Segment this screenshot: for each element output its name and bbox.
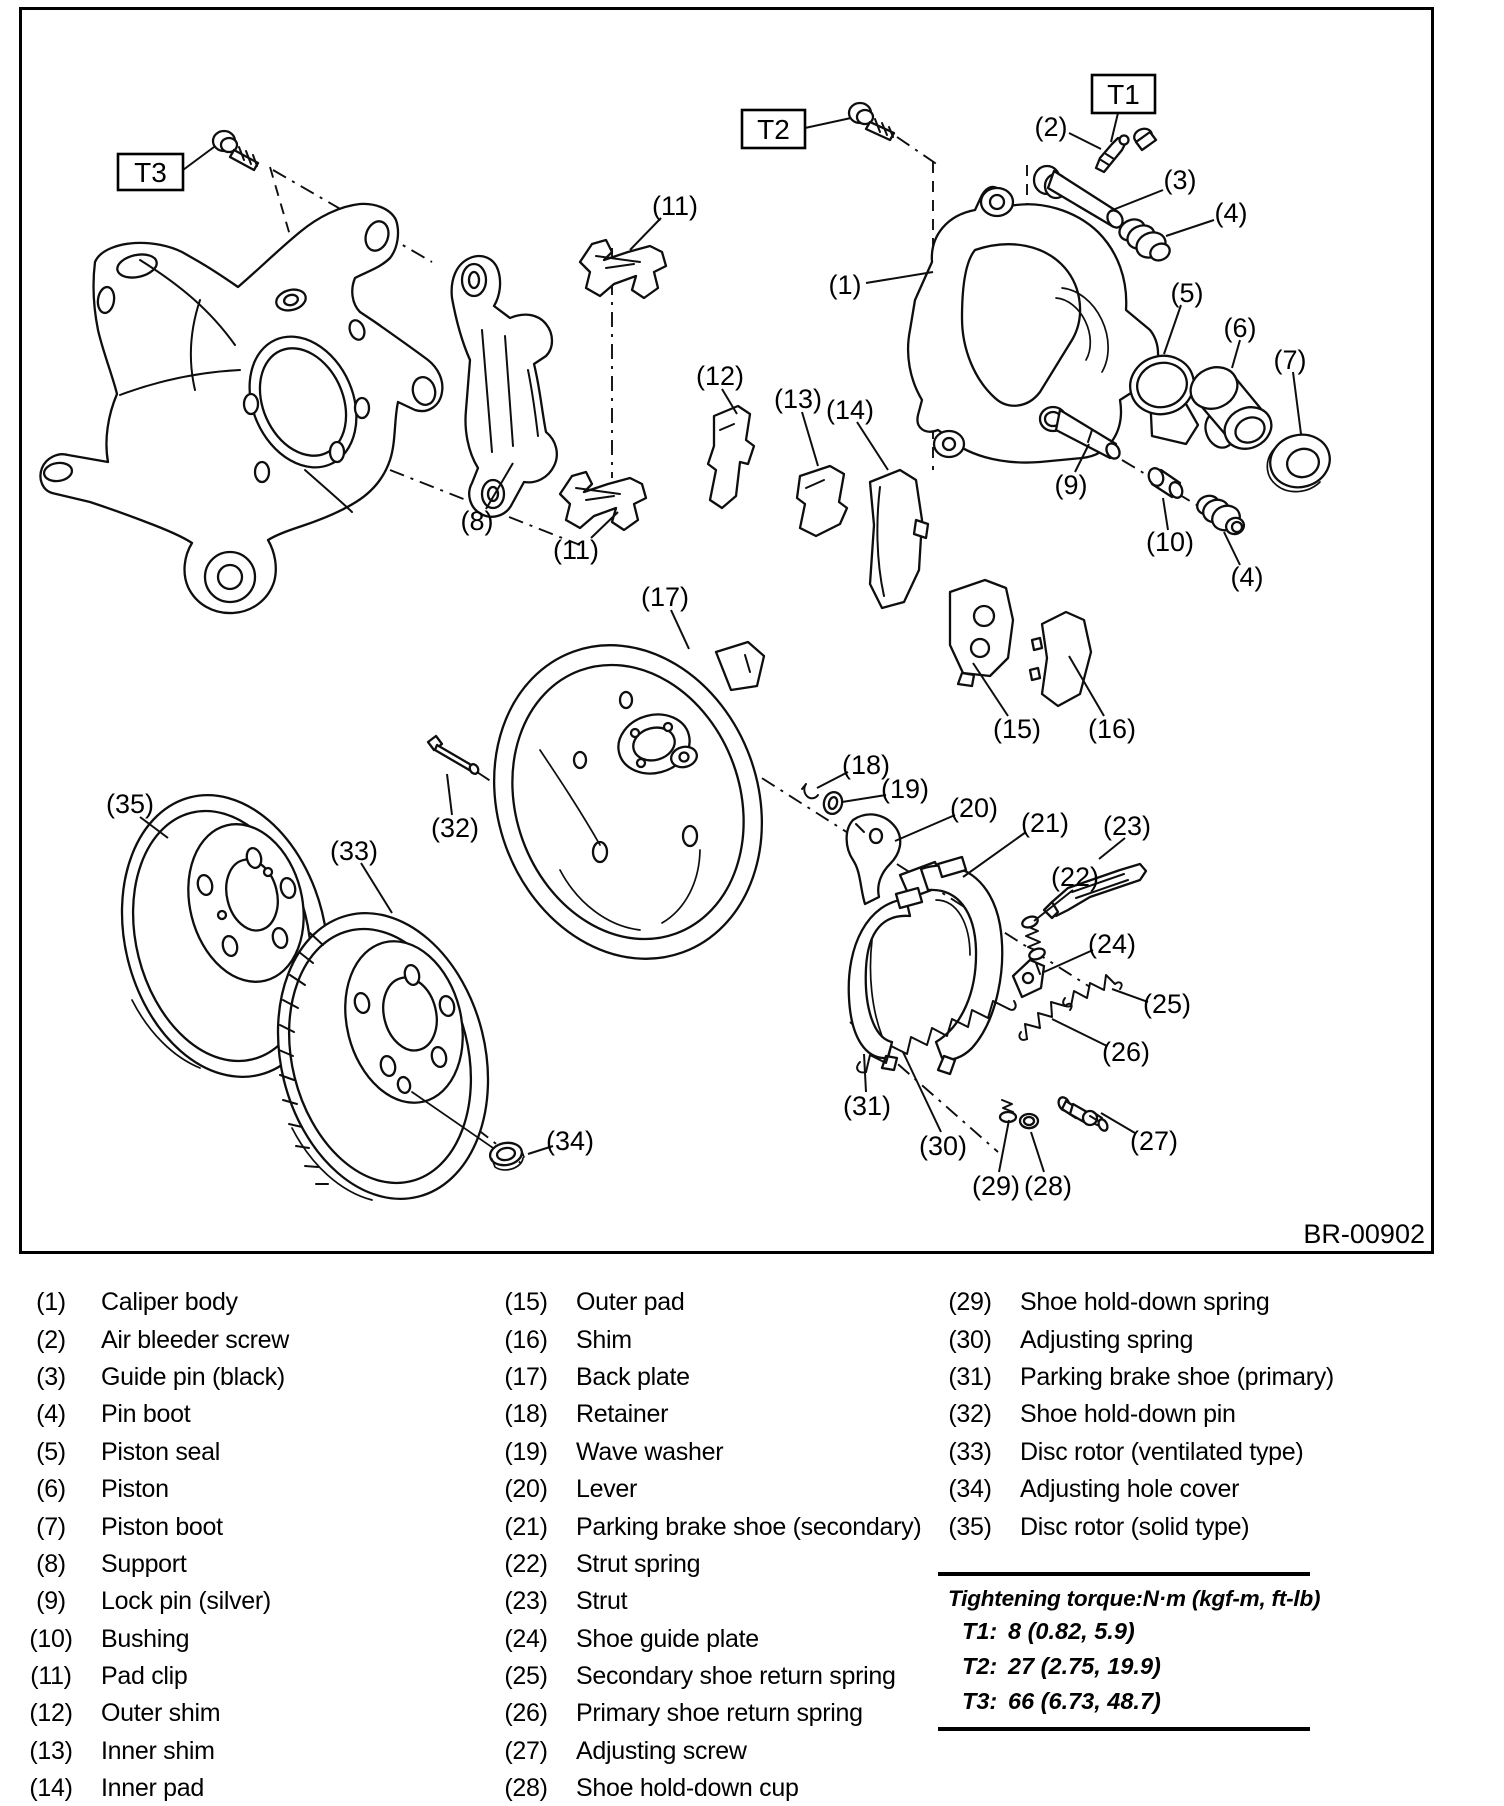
legend-item-num: (20)	[504, 1475, 548, 1504]
callout-(4): (4)	[1214, 198, 1248, 228]
part-shoe-hold-down-cup	[1020, 1114, 1038, 1129]
legend-item	[500, 1695, 921, 1732]
callout-leader-(4)	[1166, 220, 1214, 236]
legend-item-name: Adjusting screw	[576, 1736, 747, 1765]
callout-leader-(26)	[1052, 1019, 1107, 1046]
legend-item	[500, 1583, 921, 1620]
legend-item-num: (29)	[948, 1288, 992, 1317]
legend-item-name: Parking brake shoe (primary)	[1020, 1362, 1334, 1391]
legend-item-name: Air bleeder screw	[101, 1325, 290, 1354]
torque-tag-leader-T3	[183, 147, 214, 170]
legend-item-name: Outer shim	[101, 1699, 221, 1728]
part-bushing	[1146, 466, 1184, 499]
callout-(11): (11)	[552, 535, 600, 565]
legend-item	[500, 1321, 921, 1358]
legend-item-num: (7)	[36, 1512, 66, 1541]
legend-item-num: (30)	[948, 1325, 992, 1354]
legend-item-name: Pin boot	[101, 1400, 191, 1429]
legend-item-num: (4)	[36, 1400, 66, 1429]
callout-(2): (2)	[1034, 112, 1068, 142]
legend-item	[25, 1359, 289, 1396]
callout-(1): (1)	[828, 270, 862, 300]
legend-item	[944, 1284, 1334, 1321]
legend-item-name: Piston	[101, 1475, 169, 1504]
callout-(32): (32)	[430, 813, 480, 843]
legend-item	[500, 1284, 921, 1321]
parts-legend-column-1	[25, 1284, 289, 1806]
legend-item-num: (24)	[504, 1624, 548, 1653]
legend-item	[25, 1733, 289, 1770]
part-shoe-hold-down-pin	[428, 736, 480, 775]
legend-item-num: (22)	[504, 1549, 548, 1578]
legend-item	[500, 1508, 921, 1545]
legend-item-name: Lock pin (silver)	[101, 1587, 271, 1616]
legend-item-num: (33)	[948, 1437, 992, 1466]
legend-item-name: Shoe hold-down spring	[1020, 1288, 1270, 1317]
legend-item	[25, 1284, 289, 1321]
part-pad-clip-upper	[580, 240, 666, 298]
legend-item-num: (2)	[36, 1325, 66, 1354]
legend-item-num: (32)	[948, 1400, 992, 1429]
callout-leader-(11)	[630, 218, 661, 250]
legend-item	[944, 1434, 1334, 1471]
legend-item	[500, 1471, 921, 1508]
callout-leader-(5)	[1164, 305, 1181, 354]
legend-item-num: (21)	[504, 1512, 548, 1541]
part-pin-boot-lower	[1195, 493, 1247, 537]
legend-item-name: Inner shim	[101, 1736, 215, 1765]
legend-item-num: (27)	[504, 1736, 548, 1765]
legend-item	[25, 1546, 289, 1583]
callout-leader-(14)	[857, 422, 888, 470]
legend-item-name: Retainer	[576, 1400, 669, 1429]
callout-(18): (18)	[841, 750, 891, 780]
legend-item-name: Outer pad	[576, 1288, 685, 1317]
torque-table-title: Tightening torque:N·m (kgf-m, ft-lb)	[948, 1586, 1321, 1611]
torque-table-rows	[938, 1614, 1310, 1719]
callout-(23): (23)	[1102, 811, 1152, 841]
callout-(22): (22)	[1050, 862, 1100, 892]
legend-item-num: (8)	[36, 1549, 66, 1578]
torque-row-label: T1:	[962, 1618, 998, 1644]
callout-leader-(24)	[1044, 950, 1093, 972]
callout-(14): (14)	[825, 395, 875, 425]
torque-row	[938, 1649, 1310, 1684]
callout-(3): (3)	[1163, 165, 1197, 195]
legend-item-name: Disc rotor (ventilated type)	[1020, 1437, 1304, 1466]
callout-(35): (35)	[105, 789, 155, 819]
callout-(7): (7)	[1273, 345, 1307, 375]
torque-row-value: 8 (0.82, 5.9)	[1008, 1618, 1135, 1644]
legend-item	[944, 1508, 1334, 1545]
part-lever	[847, 814, 901, 904]
legend-item-name: Secondary shoe return spring	[576, 1662, 896, 1691]
legend-item-num: (19)	[504, 1437, 548, 1466]
legend-item-num: (14)	[29, 1774, 73, 1803]
legend-item	[944, 1321, 1334, 1358]
legend-item-name: Shim	[576, 1325, 632, 1354]
legend-item-name: Inner pad	[101, 1774, 204, 1803]
callout-leader-(2)	[1069, 133, 1101, 149]
legend-item-name: Shoe hold-down cup	[576, 1774, 799, 1803]
part-inner-pad	[870, 470, 928, 608]
legend-item-num: (9)	[36, 1587, 66, 1616]
legend-item-name: Adjusting hole cover	[1020, 1475, 1240, 1504]
legend-item	[25, 1321, 289, 1358]
legend-item-name: Wave washer	[576, 1437, 724, 1466]
callout-leader-(6)	[1232, 340, 1240, 368]
callout-(5): (5)	[1170, 278, 1204, 308]
legend-item-name: Adjusting spring	[1020, 1325, 1194, 1354]
callout-(34): (34)	[545, 1126, 595, 1156]
callout-leader-(32)	[447, 774, 452, 815]
torque-row	[938, 1614, 1310, 1649]
callout-(15): (15)	[992, 714, 1042, 744]
callout-(6): (6)	[1223, 313, 1257, 343]
callout-leader-(20)	[895, 815, 955, 841]
legend-item-num: (5)	[36, 1437, 66, 1466]
part-piston	[1184, 360, 1278, 457]
callout-leader-(4)	[1224, 532, 1240, 565]
callout-leader-(21)	[963, 832, 1026, 877]
legend-item-num: (34)	[948, 1475, 992, 1504]
callout-(8): (8)	[460, 506, 494, 536]
legend-item-name: Piston boot	[101, 1512, 223, 1541]
part-wave-washer	[821, 790, 844, 816]
legend-item	[25, 1695, 289, 1732]
callout-(27): (27)	[1129, 1126, 1179, 1156]
legend-item-name: Primary shoe return spring	[576, 1699, 863, 1728]
torque-bolt-t2	[849, 103, 894, 140]
callout-leader-(31)	[864, 1054, 866, 1092]
legend-item-name: Pad clip	[101, 1662, 188, 1691]
torque-bolt-t3	[213, 131, 258, 170]
legend-item-num: (10)	[29, 1624, 73, 1653]
part-pad-clip-lower	[560, 472, 646, 530]
callout-(20): (20)	[949, 793, 999, 823]
legend-item-num: (26)	[504, 1699, 548, 1728]
legend-item-num: (3)	[36, 1362, 66, 1391]
legend-item	[500, 1359, 921, 1396]
callout-leader-(23)	[1099, 838, 1125, 859]
legend-item-num: (1)	[36, 1288, 66, 1317]
legend-item	[25, 1508, 289, 1545]
callout-leader-(28)	[1031, 1132, 1044, 1172]
part-air-bleeder-screw	[1096, 126, 1156, 172]
legend-item-name: Parking brake shoe (secondary)	[576, 1512, 922, 1541]
torque-tag-T2: T2	[757, 114, 790, 145]
torque-row-value: 66 (6.73, 48.7)	[1008, 1688, 1161, 1714]
callout-(9): (9)	[1054, 470, 1088, 500]
legend-item-name: Back plate	[576, 1362, 690, 1391]
callout-(29): (29)	[971, 1171, 1021, 1201]
torque-row-label: T3:	[962, 1688, 998, 1714]
torque-tag-T1: T1	[1107, 79, 1140, 110]
legend-item-name: Bushing	[101, 1624, 190, 1653]
callout-leader-(19)	[842, 795, 886, 802]
legend-item	[500, 1396, 921, 1433]
legend-item-num: (16)	[504, 1325, 548, 1354]
torque-row-value: 27 (2.75, 19.9)	[1008, 1653, 1161, 1679]
part-adjusting-hole-cover	[488, 1140, 524, 1170]
callout-leader-(13)	[802, 412, 818, 466]
legend-item	[25, 1583, 289, 1620]
callout-leader-(3)	[1110, 190, 1163, 211]
legend-item-num: (17)	[504, 1362, 548, 1391]
legend-item	[500, 1434, 921, 1471]
parts-legend-column-3	[944, 1284, 1334, 1546]
legend-item	[944, 1396, 1334, 1433]
part-outer-pad	[950, 580, 1013, 686]
part-outer-shim	[708, 406, 754, 508]
torque-row	[938, 1684, 1310, 1719]
part-retainer	[802, 784, 818, 798]
legend-item-num: (15)	[504, 1288, 548, 1317]
callout-(33): (33)	[329, 836, 379, 866]
legend-item-name: Guide pin (black)	[101, 1362, 285, 1391]
legend-item	[25, 1770, 289, 1806]
legend-item	[25, 1471, 289, 1508]
callout-(13): (13)	[773, 384, 823, 414]
callout-(16): (16)	[1087, 714, 1137, 744]
callout-leader-(17)	[671, 610, 689, 649]
legend-item	[944, 1359, 1334, 1396]
legend-item-num: (23)	[504, 1587, 548, 1616]
legend-item-name: Disc rotor (solid type)	[1020, 1512, 1250, 1541]
legend-item-name: Support	[101, 1549, 187, 1578]
part-rear-knuckle	[40, 204, 442, 613]
legend-item	[500, 1658, 921, 1695]
callout-(28): (28)	[1023, 1171, 1073, 1201]
legend-item-num: (35)	[948, 1512, 992, 1541]
legend-item	[500, 1621, 921, 1658]
legend-item	[25, 1658, 289, 1695]
callout-leader-(7)	[1293, 372, 1301, 434]
legend-item-name: Strut spring	[576, 1549, 701, 1578]
legend-item-name: Strut	[576, 1587, 628, 1616]
part-strut-spring	[1021, 915, 1046, 962]
callout-(26): (26)	[1101, 1037, 1151, 1067]
legend-item	[500, 1733, 921, 1770]
legend-item-num: (25)	[504, 1662, 548, 1691]
callout-(25): (25)	[1142, 989, 1192, 1019]
legend-item-name: Piston seal	[101, 1437, 220, 1466]
callout-(10): (10)	[1145, 527, 1195, 557]
callout-(19): (19)	[880, 774, 930, 804]
legend-item-num: (12)	[29, 1699, 73, 1728]
callout-leader-(30)	[903, 1052, 941, 1132]
part-shoe-guide-plate	[1013, 960, 1044, 997]
legend-item	[25, 1396, 289, 1433]
callout-(21): (21)	[1020, 808, 1070, 838]
legend-item	[25, 1434, 289, 1471]
part-secondary-shoe-return-spring	[1063, 975, 1121, 1006]
legend-item-num: (28)	[504, 1774, 548, 1803]
callout-(11): (11)	[651, 191, 699, 221]
callout-leader-(29)	[999, 1120, 1009, 1172]
part-piston-boot	[1264, 428, 1335, 494]
torque-row-label: T2:	[962, 1653, 998, 1679]
part-shoe-hold-down-spring-cup	[1000, 1100, 1016, 1122]
callout-leader-(33)	[361, 863, 392, 913]
legend-item	[500, 1770, 921, 1806]
part-primary-shoe-return-spring	[1019, 1002, 1071, 1040]
callout-(30): (30)	[918, 1131, 968, 1161]
legend-item-name: Shoe hold-down pin	[1020, 1400, 1236, 1429]
legend-item-num: (18)	[504, 1400, 548, 1429]
part-inner-shim	[797, 466, 847, 536]
callout-(17): (17)	[640, 582, 690, 612]
part-parking-brake-shoe-primary	[849, 888, 922, 1070]
callout-(4): (4)	[1230, 562, 1264, 592]
callout-(12): (12)	[695, 361, 745, 391]
legend-item	[944, 1471, 1334, 1508]
legend-item-num: (6)	[36, 1475, 66, 1504]
part-shim	[1030, 612, 1091, 706]
legend-item-num: (31)	[948, 1362, 992, 1391]
part-back-plate	[451, 607, 805, 997]
figure-code: BR-00902	[1303, 1219, 1425, 1249]
part-pin-boot-upper	[1116, 215, 1172, 263]
parts-legend-column-2	[500, 1284, 921, 1806]
callout-leader-(10)	[1163, 498, 1168, 530]
legend-item-num: (13)	[29, 1736, 73, 1765]
legend-item-name: Lever	[576, 1475, 638, 1504]
torque-tag-T3: T3	[134, 157, 167, 188]
legend-item	[500, 1546, 921, 1583]
legend-item	[25, 1621, 289, 1658]
callout-(24): (24)	[1087, 929, 1137, 959]
torque-tag-leader-T2	[805, 118, 851, 128]
callout-(31): (31)	[842, 1091, 892, 1121]
legend-item-name: Caliper body	[101, 1288, 238, 1317]
legend-item-name: Shoe guide plate	[576, 1624, 759, 1653]
legend-item-num: (11)	[30, 1662, 72, 1691]
tightening-torque-table	[938, 1572, 1321, 1731]
